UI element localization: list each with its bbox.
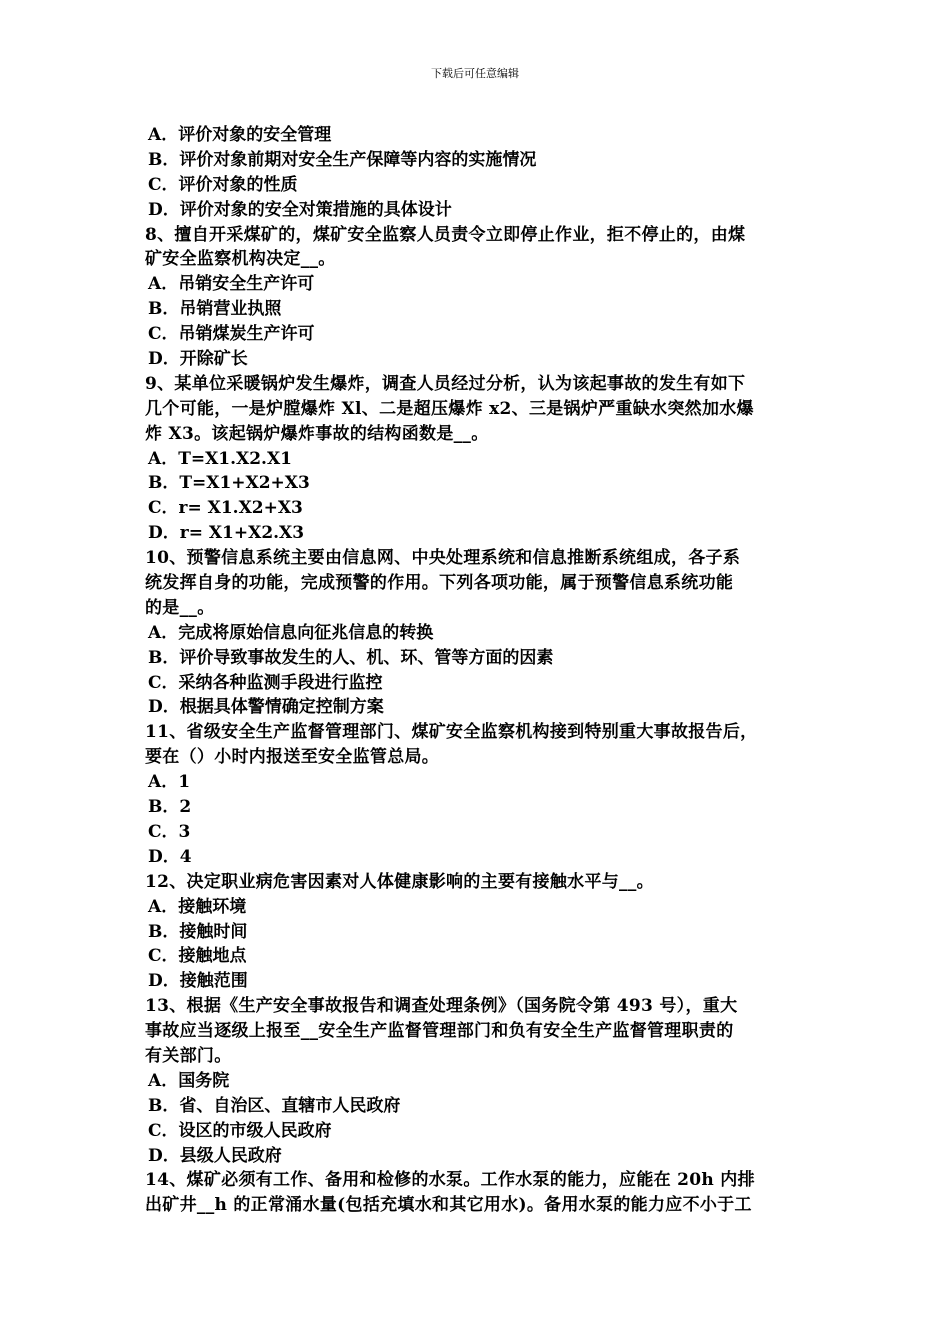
question-text-line: 8、擅自开采煤矿的，煤矿安全监察人员责令立即停止作业，拒不停止的，由煤 (145, 224, 746, 245)
answer-option: D．r= X1+X2.X3 (148, 523, 305, 544)
answer-option: D．接触范围 (148, 971, 248, 992)
answer-option: A．接触环境 (148, 896, 247, 917)
question-text-line: 9、某单位采暖锅炉发生爆炸，调查人员经过分析，认为该起事故的发生有如下 (145, 373, 746, 394)
answer-option: A．评价对象的安全管理 (148, 125, 332, 145)
answer-option: B．省、自治区、直辖市人民政府 (148, 1095, 401, 1116)
question-text-line: 事故应当逐级上报至__安全生产监督管理部门和负有安全生产监督管理职责的 (145, 1021, 734, 1042)
answer-option: A．吊销安全生产许可 (148, 274, 315, 295)
answer-option: C．设区的市级人民政府 (148, 1120, 332, 1141)
answer-option: A．T=X1.X2.X1 (148, 448, 292, 469)
answer-option: A．国务院 (148, 1070, 230, 1091)
answer-option: D．县级人民政府 (148, 1145, 282, 1166)
answer-option: D．4 (148, 846, 192, 867)
answer-option: D．评价对象的安全对策措施的具体设计 (148, 199, 452, 220)
answer-option: C．吊销煤炭生产许可 (148, 324, 315, 345)
answer-option: C．3 (148, 821, 191, 842)
question-text-line: 有关部门。 (145, 1045, 232, 1066)
document-body (145, 123, 825, 1218)
question-text-line: 要在（）小时内报送至安全监管总局。 (145, 747, 440, 768)
question-text-line: 11、省级安全生产监督管理部门、煤矿安全监察机构接到特别重大事故报告后， (145, 722, 758, 743)
question-text-line: 几个可能，一是炉膛爆炸 Xl、二是超压爆炸 x2、三是锅炉严重缺水突然加水爆 (145, 398, 754, 419)
question-text-line: 10、预警信息系统主要由信息网、中央处理系统和信息推断系统组成，各子系 (145, 548, 741, 569)
question-text-line: 矿安全监察机构决定__。 (145, 249, 336, 270)
answer-option: C．r= X1.X2+X3 (148, 498, 303, 519)
answer-option: B．接触时间 (148, 921, 248, 942)
answer-option: B．吊销营业执照 (148, 299, 282, 320)
question-text-line: 出矿井__h 的正常涌水量(包括充填水和其它用水)。备用水泵的能力应不小于工 (145, 1195, 752, 1216)
answer-option: D．开除矿长 (148, 349, 248, 370)
question-text-line: 炸 X3。该起锅炉爆炸事故的结构函数是__。 (145, 423, 489, 444)
answer-option: C．评价对象的性质 (148, 174, 298, 195)
answer-option: A．完成将原始信息向征兆信息的转换 (148, 622, 434, 643)
answer-option: B．T=X1+X2+X3 (148, 473, 310, 494)
answer-option: B．2 (148, 797, 192, 818)
answer-option: B．评价对象前期对安全生产保障等内容的实施情况 (148, 149, 537, 170)
question-text-line: 12、决定职业病危害因素对人体健康影响的主要有接触水平与__。 (145, 871, 654, 892)
answer-option: C．接触地点 (148, 946, 247, 967)
question-text-line: 13、根据《生产安全事故报告和调查处理条例》（国务院令第 493 号），重大 (145, 996, 738, 1017)
answer-option: C．采纳各种监测手段进行监控 (148, 672, 383, 693)
page-header: 下载后可任意编辑 (431, 67, 519, 80)
answer-option: B．评价导致事故发生的人、机、环、管等方面的因素 (148, 647, 554, 668)
question-text-line: 14、煤矿必须有工作、备用和检修的水泵。工作水泵的能力，应能在 20h 内排 (145, 1170, 755, 1191)
question-text-line: 的是__。 (145, 597, 215, 618)
answer-option: D．根据具体警情确定控制方案 (148, 697, 384, 718)
answer-option: A．1 (148, 772, 191, 793)
question-text-line: 统发挥自身的功能，完成预警的作用。下列各项功能，属于预警信息系统功能 (145, 573, 734, 594)
